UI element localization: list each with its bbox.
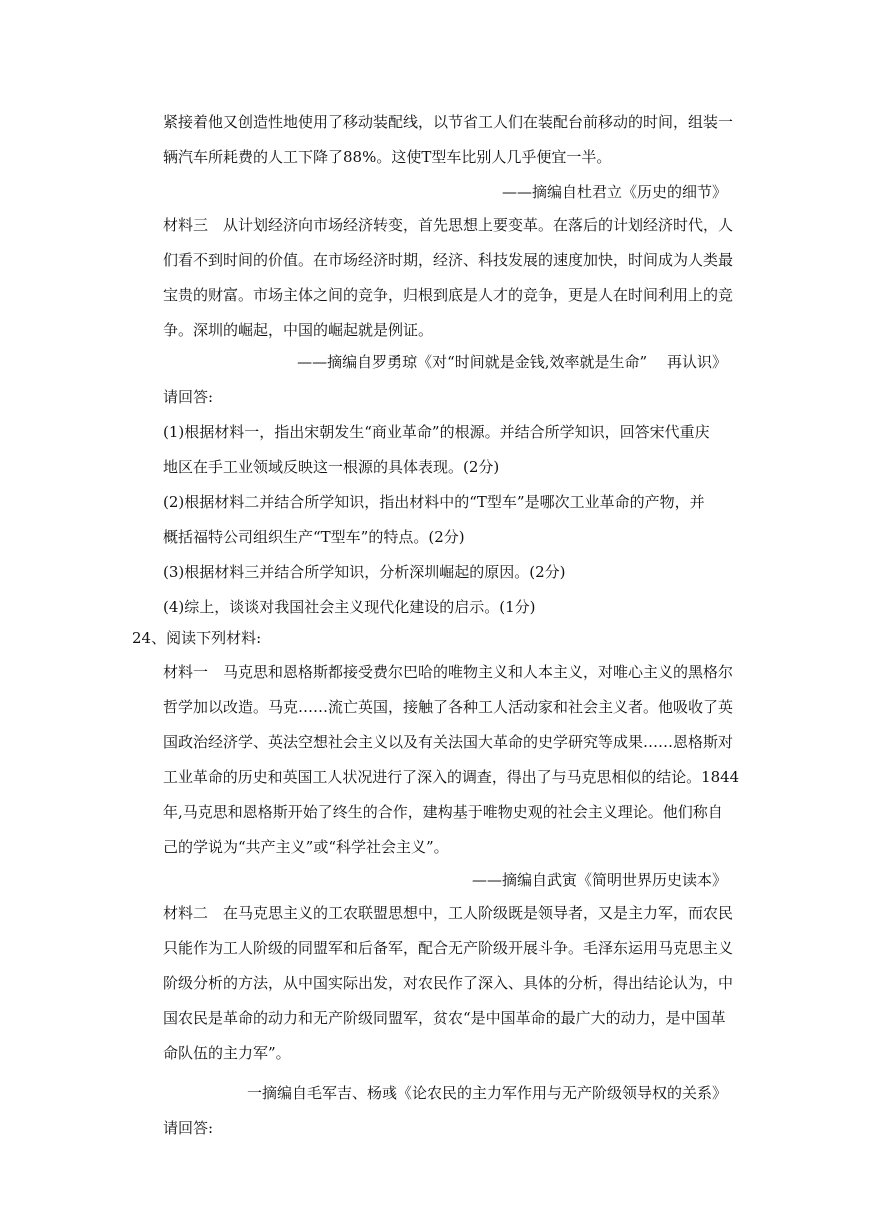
material-two-line: 材料二 在马克思主义的工农联盟思想中，工人阶级既是领导者，又是主力军，而农民	[163, 904, 734, 922]
question-2: (2)根据材料二并结合所学知识，指出材料中的“T型车”是哪次工业革命的产物，并	[163, 493, 705, 511]
paragraph-line: 宝贵的财富。市场主体之间的竞争，归根到底是人才的竞争，更是人在时间利用上的竞	[163, 286, 734, 304]
material-three-line: 材料三 从计划经济向市场经济转变，首先思想上要变革。在落后的计划经济时代，人	[163, 216, 734, 234]
question-2-cont: 概括福特公司组织生产“T型车”的特点。(2分)	[163, 528, 465, 546]
question-4: (4)综上，谈谈对我国社会主义现代化建设的启示。(1分)	[163, 598, 536, 616]
paragraph-line: 阶级分析的方法，从中国实际出发，对农民作了深入、具体的分析，得出结论认为，中	[163, 974, 734, 992]
paragraph-line: 工业革命的历史和英国工人状况进行了深入的调查，得出了与马克思相似的结论。1844	[163, 768, 740, 786]
source-citation: ——摘编自罗勇琼《对“时间就是金钱,效率就是生命” 再认识》	[297, 353, 727, 371]
question-1-cont: 地区在手工业领域反映这一根源的具体表现。(2分)	[163, 458, 500, 476]
source-citation: 一摘编自毛军吉、杨彧《论农民的主力军作用与无产阶级领导权的关系》	[246, 1084, 727, 1102]
paragraph-line: 国农民是革命的动力和无产阶级同盟军，贫农“是中国革命的最广大的动力，是中国革	[163, 1009, 726, 1027]
material-one-line: 材料一 马克思和恩格斯都接受费尔巴哈的唯物主义和人本主义，对唯心主义的黑格尔	[163, 663, 734, 681]
source-citation: ——摘编自杜君立《历史的细节》	[501, 183, 727, 201]
source-citation: ——摘编自武寅《简明世界历史读本》	[471, 871, 727, 889]
paragraph-line: 辆汽车所耗费的人工下降了88%。这使T型车比别人几乎便宜一半。	[163, 148, 612, 166]
paragraph-line: 己的学说为“共产主义”或“科学社会主义”。	[163, 838, 449, 856]
question-24-heading: 24、阅读下列材料:	[132, 629, 262, 647]
paragraph-line: 紧接着他又创造性地使用了移动装配线，以节省工人们在装配台前移动的时间，组装一	[163, 113, 734, 131]
paragraph-line: 们看不到时间的价值。在市场经济时期，经济、科技发展的速度加快，时间成为人类最	[163, 251, 734, 269]
paragraph-line: 年,马克思和恩格斯开始了终生的合作，建构基于唯物史观的社会主义理论。他们称自	[163, 803, 723, 821]
paragraph-line: 只能作为工人阶级的同盟军和后备军，配合无产阶级开展斗争。毛泽东运用马克思主义	[163, 939, 734, 957]
question-3: (3)根据材料三并结合所学知识，分析深圳崛起的原因。(2分)	[163, 563, 566, 581]
paragraph-line: 国政治经济学、英法空想社会主义以及有关法国大革命的史学研究等成果……恩格斯对	[163, 733, 734, 751]
answer-prompt: 请回答:	[163, 388, 214, 406]
paragraph-line: 命队伍的主力军”。	[163, 1044, 291, 1062]
answer-prompt: 请回答:	[163, 1119, 214, 1137]
paragraph-line: 哲学加以改造。马克……流亡英国，接触了各种工人活动家和社会主义者。他吸收了英	[163, 698, 734, 716]
question-1: (1)根据材料一，指出宋朝发生“商业革命”的根源。并结合所学知识，回答宋代重庆	[163, 423, 710, 441]
paragraph-line: 争。深圳的崛起，中国的崛起就是例证。	[163, 321, 434, 339]
